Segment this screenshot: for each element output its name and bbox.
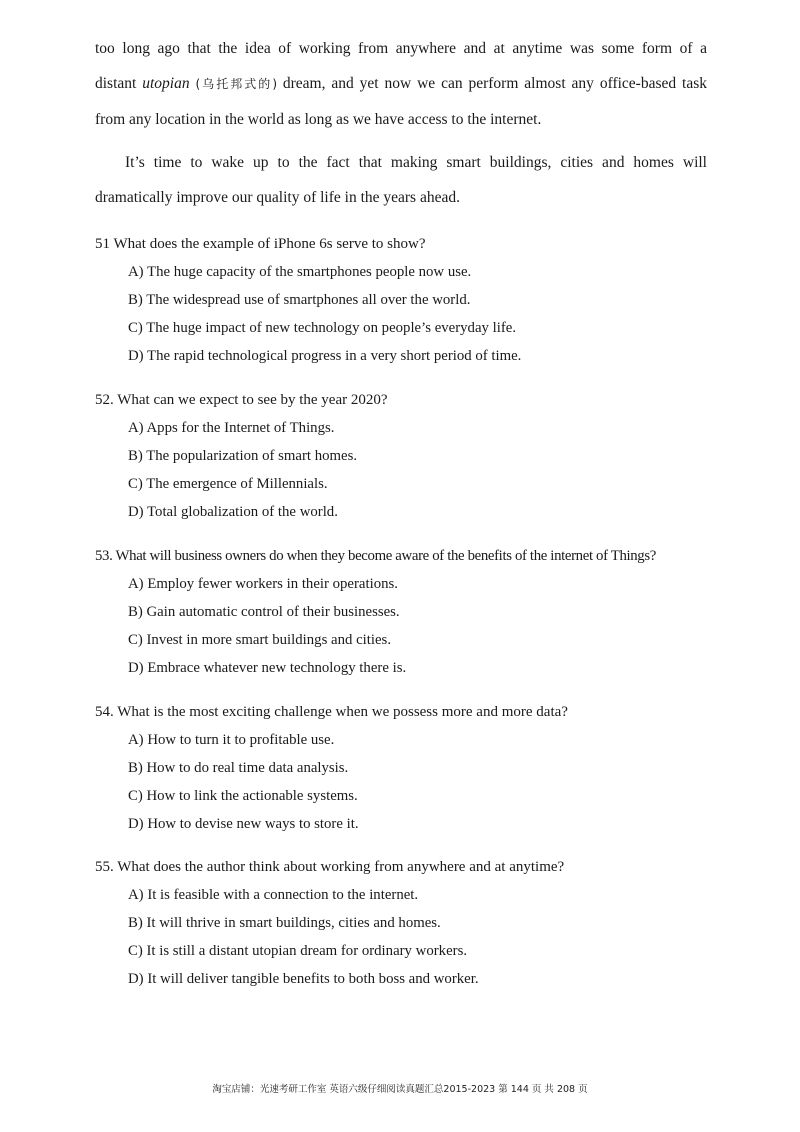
option-d: D) It will deliver tangible benefits to both boss and worker.: [128, 971, 479, 987]
question-stem: 54. What is the most exciting challenge when we possess more and more data?: [95, 704, 568, 720]
option-d: D) Embrace whatever new technology there is.: [128, 660, 407, 676]
option-c: C) Invest in more smart buildings and cities.: [128, 632, 392, 648]
question-stem: 51 What does the example of iPhone 6s serve to show?: [95, 236, 426, 252]
passage-line: too long ago that the idea of working from anywhere and at anytime was some form of a: [95, 40, 707, 57]
question-stem: 55. What does the author think about working from anywhere and at anytime?: [95, 859, 565, 875]
passage-line: It’s time to wake up to the fact that making smart buildings, cities and homes will: [125, 154, 707, 171]
question-55: [95, 857, 735, 989]
option-c: C) The huge impact of new technology on people’s everyday life.: [128, 320, 517, 336]
option-c: C) The emergence of Millennials.: [128, 476, 328, 492]
passage-paragraph-2: [95, 145, 707, 215]
option-c: C) It is still a distant utopian dream for ordinary workers.: [128, 943, 468, 959]
option-a: A) The huge capacity of the smartphones people now use.: [128, 264, 472, 280]
page-footer: 淘宝店铺：光速考研工作室 英语六级仔细阅读真题汇总2015-2023 第 144 页 共 208 页: [212, 1084, 588, 1095]
passage-text: distant: [95, 75, 143, 92]
option-b: B) The widespread use of smartphones all over the world.: [128, 292, 471, 308]
option-b: B) It will thrive in smart buildings, cities and homes.: [128, 915, 441, 931]
option-b: B) Gain automatic control of their businesses.: [128, 604, 400, 620]
question-53: [95, 546, 735, 678]
option-a: A) It is feasible with a connection to the internet.: [128, 887, 419, 903]
passage-paragraph-1: [95, 31, 707, 137]
question-54: [95, 702, 735, 834]
option-a: A) Apps for the Internet of Things.: [128, 420, 335, 436]
option-b: B) How to do real time data analysis.: [128, 760, 349, 776]
option-d: D) The rapid technological progress in a very short period of time.: [128, 348, 522, 364]
chinese-gloss: (乌托邦式的): [189, 77, 283, 91]
passage-line: from any location in the world as long as we have access to the internet.: [95, 111, 542, 128]
question-51: [95, 234, 735, 366]
option-d: D) Total globalization of the world.: [128, 504, 338, 520]
option-a: A) How to turn it to profitable use.: [128, 732, 335, 748]
question-stem: 52. What can we expect to see by the year 2020?: [95, 392, 388, 408]
passage-text: dream, and yet now we can perform almost any office-based task: [282, 75, 708, 92]
question-stem: 53. What will business owners do when they become aware of the benefits of the internet of Things?: [95, 548, 656, 564]
question-52: [95, 390, 735, 522]
option-a: A) Employ fewer workers in their operations.: [128, 576, 398, 592]
passage-line: [95, 66, 707, 102]
option-c: C) How to link the actionable systems.: [128, 788, 358, 804]
passage-line: dramatically improve our quality of life in the years ahead.: [95, 189, 460, 206]
option-d: D) How to devise new ways to store it.: [128, 816, 359, 832]
italic-term: utopian: [142, 75, 190, 92]
option-b: B) The popularization of smart homes.: [128, 448, 358, 464]
